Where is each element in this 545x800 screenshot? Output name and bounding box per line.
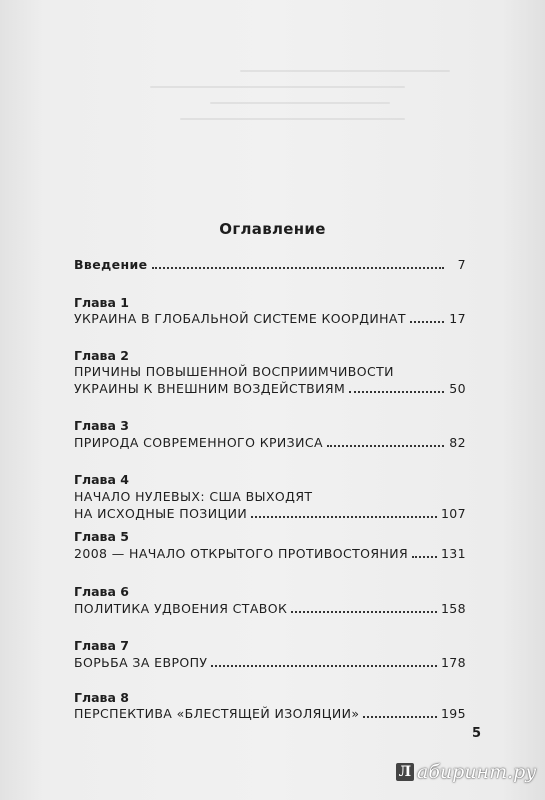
toc-entry[interactable] xyxy=(74,435,466,450)
chapter-title: УКРАИНЫ К ВНЕШНИМ ВОЗДЕЙСТВИЯМ xyxy=(74,381,346,396)
page-ref: 50 xyxy=(449,381,466,396)
page-ref: 82 xyxy=(449,435,466,450)
toc-entry[interactable] xyxy=(74,381,466,396)
toc-entry-line xyxy=(74,364,466,379)
toc-entry[interactable] xyxy=(74,311,466,326)
chapter-label: Глава 3 xyxy=(74,418,129,433)
toc-entry[interactable] xyxy=(74,506,466,521)
chapter-title: НА ИСХОДНЫЕ ПОЗИЦИИ xyxy=(74,506,248,521)
chapter-label: Глава 2 xyxy=(74,348,129,363)
watermark-text: абиринт.ру xyxy=(417,761,537,783)
chapter-label: Глава 6 xyxy=(74,584,129,599)
page-ref: 107 xyxy=(440,506,466,521)
watermark-logo-icon: Л xyxy=(396,763,414,781)
toc-entry[interactable] xyxy=(74,546,466,561)
toc-entry[interactable] xyxy=(74,601,466,616)
chapter-title: ПОЛИТИКА УДВОЕНИЯ СТАВОК xyxy=(74,601,288,616)
toc-entry-intro[interactable] xyxy=(74,257,466,272)
chapter-label: Глава 5 xyxy=(74,529,129,544)
page-ref: 131 xyxy=(440,546,466,561)
toc-entry[interactable] xyxy=(74,706,466,721)
chapter-label: Глава 7 xyxy=(74,638,129,653)
leader-dots xyxy=(327,444,444,447)
chapter-title: УКРАИНА В ГЛОБАЛЬНОЙ СИСТЕМЕ КООРДИНАТ xyxy=(74,311,406,326)
chapter-title: 2008 — НАЧАЛО ОТКРЫТОГО ПРОТИВОСТОЯНИЯ xyxy=(74,546,409,561)
bleed-through xyxy=(150,70,450,220)
intro-label: Введение xyxy=(74,257,148,272)
chapter-title: ПЕРСПЕКТИВА «БЛЕСТЯЩЕЙ ИЗОЛЯЦИИ» xyxy=(74,706,360,721)
leader-dots xyxy=(251,515,437,518)
chapter-label: Глава 8 xyxy=(74,690,129,705)
leader-dots xyxy=(412,555,437,558)
leader-dots xyxy=(363,715,437,718)
chapter-label: Глава 4 xyxy=(74,472,129,487)
page-ref: 158 xyxy=(440,601,466,616)
page-ref: 195 xyxy=(440,706,466,721)
chapter-title: БОРЬБА ЗА ЕВРОПУ xyxy=(74,655,208,670)
page-ref: 17 xyxy=(449,311,466,326)
toc-title: Оглавление xyxy=(219,220,326,238)
watermark xyxy=(396,761,536,783)
leader-dots xyxy=(410,320,444,323)
leader-dots xyxy=(211,664,437,667)
page-number: 5 xyxy=(472,726,482,741)
chapter-label: Глава 1 xyxy=(74,295,129,310)
page-ref: 7 xyxy=(457,257,466,272)
leader-dots xyxy=(291,610,437,613)
leader-dots xyxy=(152,266,444,269)
leader-dots xyxy=(349,390,444,393)
page-ref: 178 xyxy=(440,655,466,670)
toc-entry-line xyxy=(74,489,466,504)
chapter-title: ПРИЧИНЫ ПОВЫШЕННОЙ ВОСПРИИМЧИВОСТИ xyxy=(74,364,394,379)
chapter-title: ПРИРОДА СОВРЕМЕННОГО КРИЗИСА xyxy=(74,435,323,450)
chapter-title: НАЧАЛО НУЛЕВЫХ: США ВЫХОДЯТ xyxy=(74,489,313,504)
toc-entry[interactable] xyxy=(74,655,466,670)
